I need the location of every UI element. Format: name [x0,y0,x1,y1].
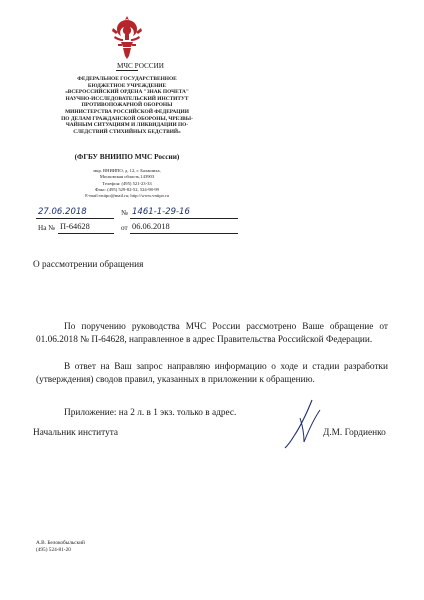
address-line: E-mail:vniipo@mail.ru; http://www.vniipo.ru [85,193,169,199]
reference-label: На № [38,224,56,232]
executor-phone: (495) 524-81-20 [36,547,71,553]
org-line: «ВСЕРОССИЙСКИЙ ОРДЕНА "ЗНАК ПОЧЕТА" [65,89,189,96]
ministry-name: МЧС РОССИИ [117,62,164,70]
number-underline [130,218,238,219]
outgoing-date: 27.06.2018 [38,207,87,217]
reference-date-underline [130,233,238,234]
signer-position: Начальник института [33,428,119,438]
emchs-emblem-icon [110,14,144,60]
org-line: БЮДЖЕТНОЕ УЧРЕЖДЕНИЕ [87,82,167,89]
organization-short-name: (ФГБУ ВНИИПО МЧС России) [74,152,180,161]
reference-underline [58,233,114,234]
organization-address [20,168,234,199]
org-line: СЛЕДСТВИЙ СТИХИЙНЫХ БЕДСТВИЙ» [73,128,181,135]
org-line: ФЕДЕРАЛЬНОЕ ГОСУДАРСТВЕННОЕ [77,76,177,82]
date-underline [36,218,114,219]
number-label: № [121,209,128,217]
executor-name: А.В. Белокобыльский [36,540,85,546]
org-line: ПРОТИВОПОЖАРНОЙ ОБОРОНЫ [81,102,173,109]
executor-info [36,540,85,554]
org-line: НАУЧНО-ИССЛЕДОВАТЕЛЬСКИЙ ИНСТИТУТ [65,95,189,102]
org-line: МИНИСТЕРСТВА РОССИЙСКОЙ ФЕДЕРАЦИИ [65,108,189,115]
address-line: Московская область,143903 [99,174,155,180]
address-line: Факс: (495) 529-82-52, 524-98-99 [95,186,159,192]
org-line: ЧАЙНЫМ СИТУАЦИЯМ И ЛИКВИДАЦИИ ПО- [65,122,189,129]
signer-name: Д.М. Гордиенко [323,428,386,438]
appendix-note: Приложение: на 2 л. в 1 экз. только в адрес. [64,408,237,418]
from-label: от [121,224,128,232]
body-paragraph-1: По поручению руководства МЧС России рассмотрено Ваше обращение от 01.06.2018 № П-64628, направленное в адрес Правительства Российской Федерации. [36,322,388,345]
handwritten-signature [282,398,324,450]
address-line: Телефон: (495) 521-23-33 [102,180,152,186]
reference-number: П-64628 [60,222,90,231]
reference-date: 06.06.2018 [132,222,170,231]
outgoing-number: 1461-1-29-16 [132,207,190,217]
org-line: ПО ДЕЛАМ ГРАЖДАНСКОЙ ОБОРОНЫ, ЧРЕЗВЫ- [61,115,193,122]
address-line: мкр. ВНИИПО, д. 12, г. Балашиха, [93,168,161,173]
letter-subject: О рассмотрении обращения [33,260,144,270]
organization-full-name [20,76,234,135]
body-paragraph-2: В ответ на Ваш запрос направляю информацию о ходе и стадии разработки (утверждения) сводов правил, указанных в приложении к обращению. [36,362,388,385]
